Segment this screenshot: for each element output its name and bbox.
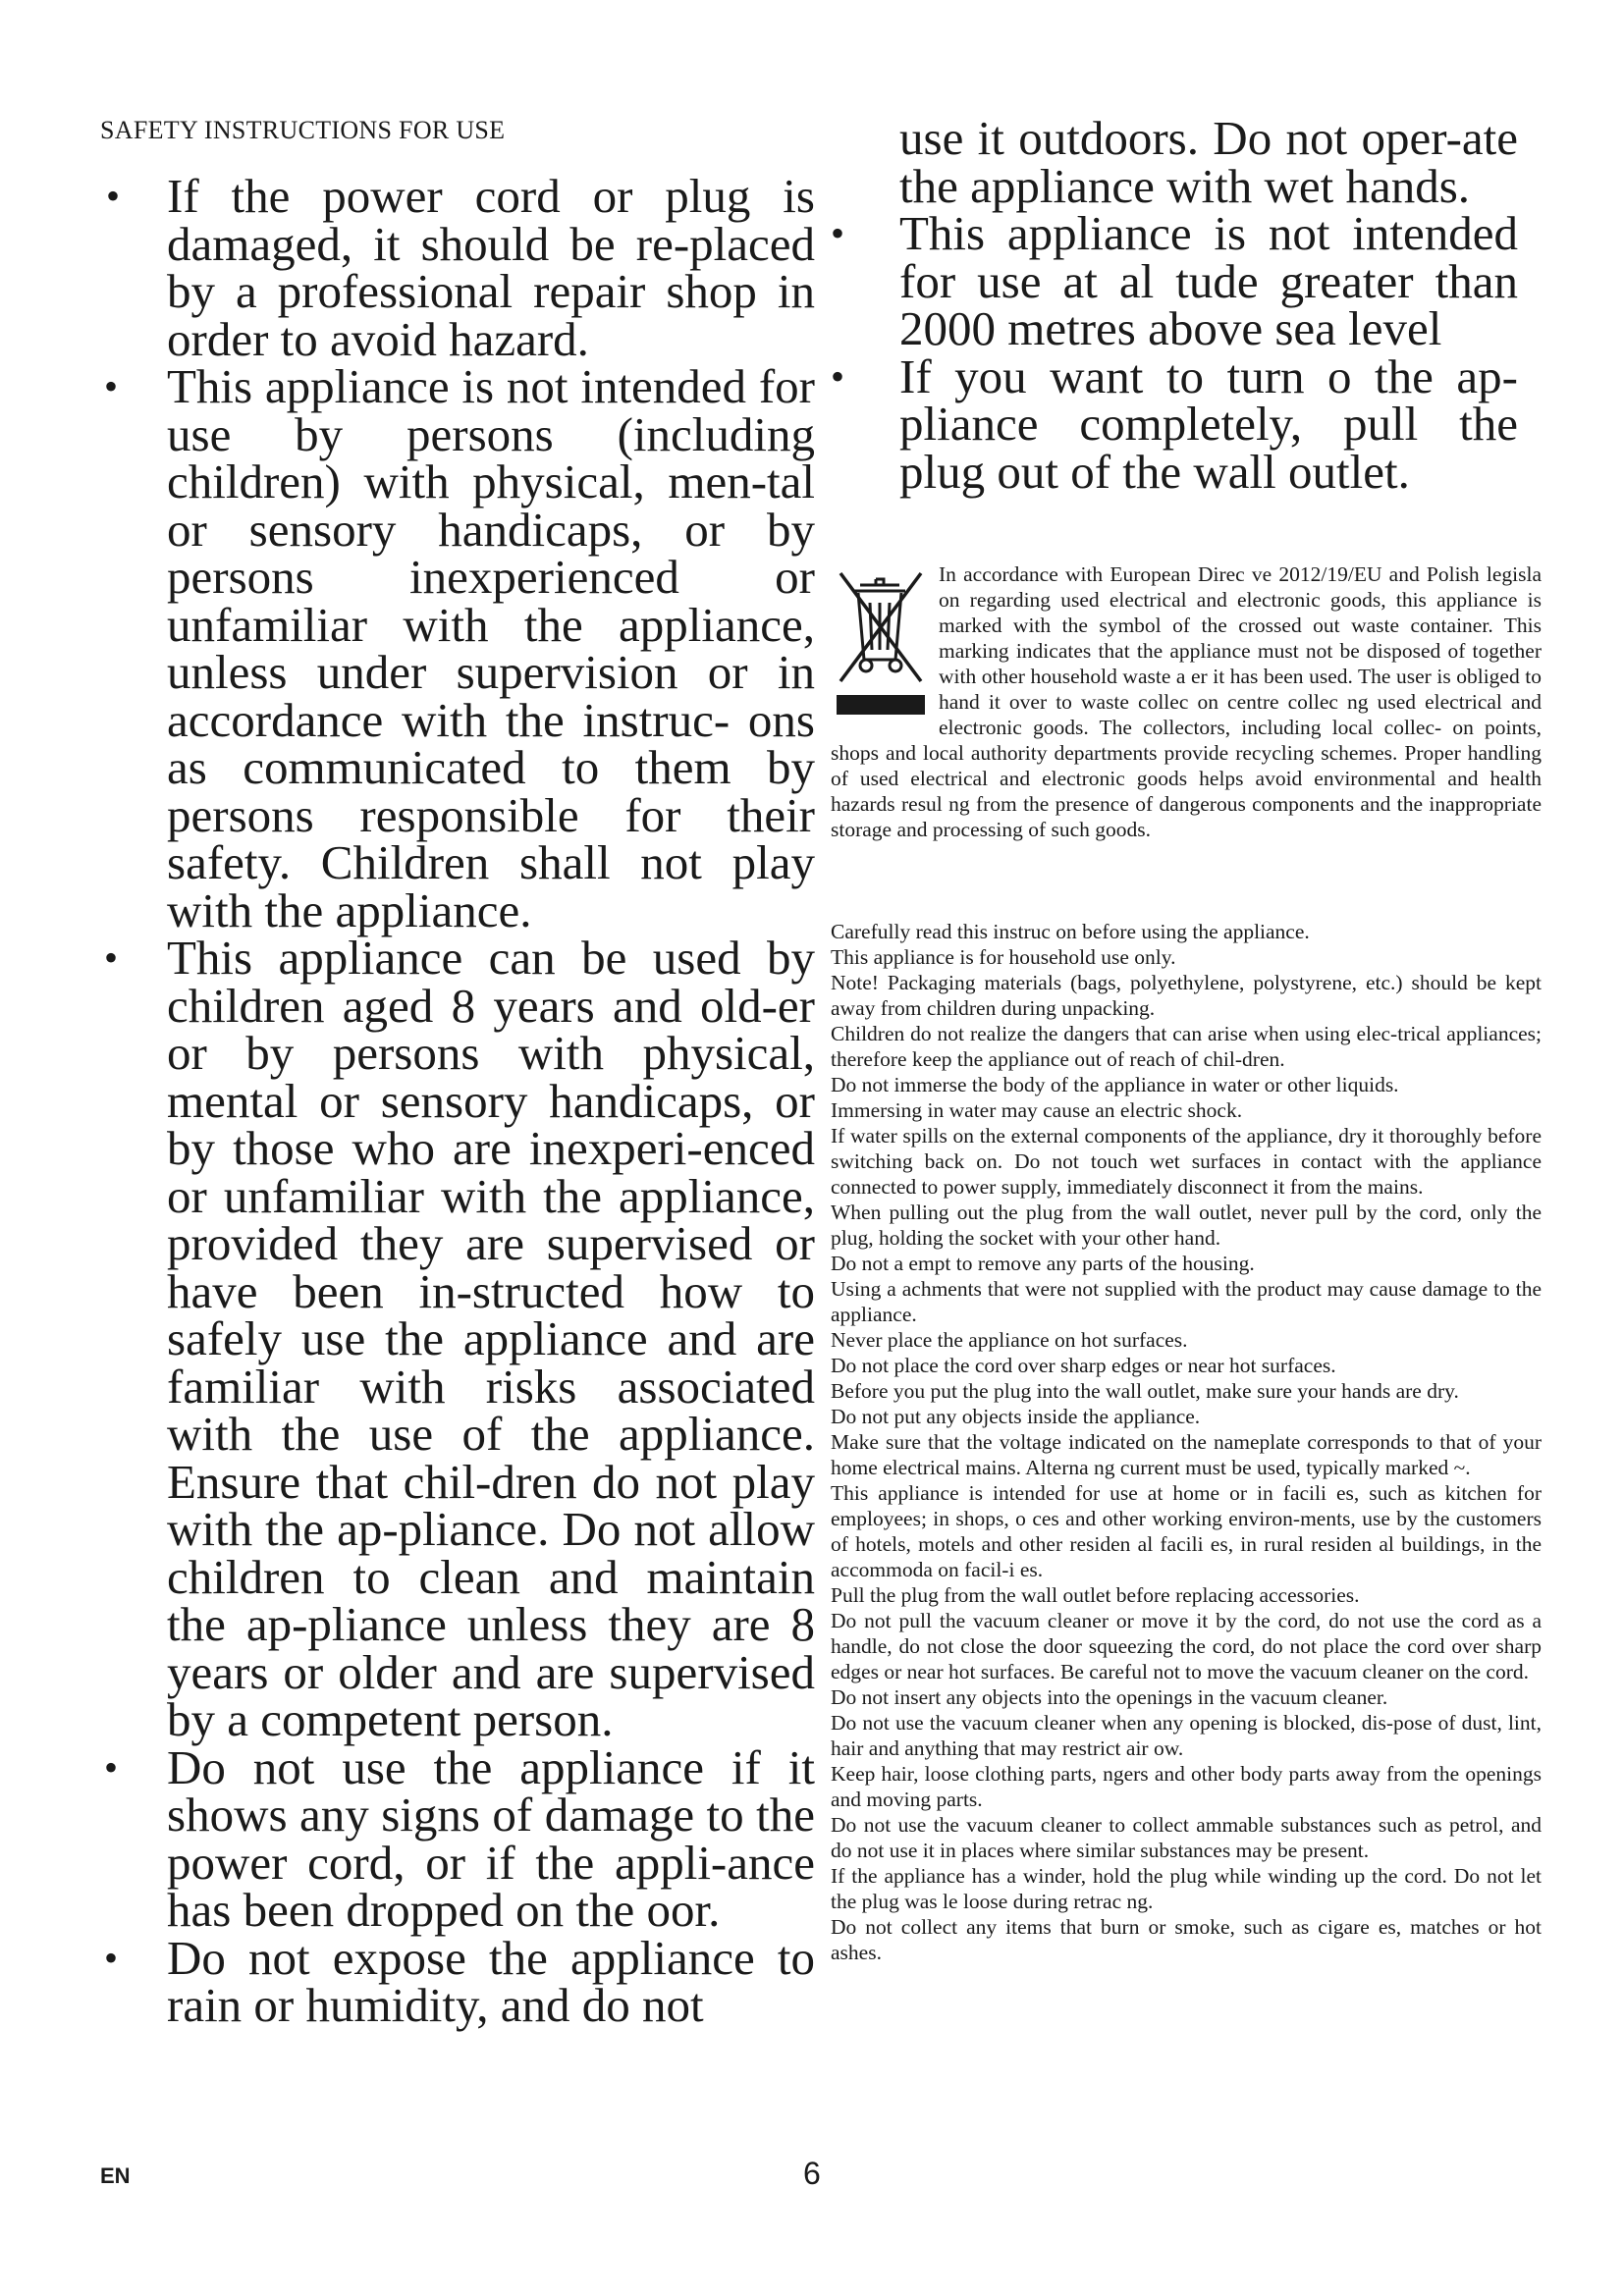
weee-text: In accordance with European Direc ve 2012/19/EU and Polish legisla on regarding used electrical and electronic goods, this appliance is marked with the symbol of the crossed out waste container. This marking indicates that the appliance must not be disposed of together with other household waste a er it has been used. The user is obliged to hand it over to waste collec on centre collec ng used electrical and electronic goods. The collectors, including local collec- on points, shops and local authority departments provide recycling schemes. Proper handling of used electrical and electronic goods helps avoid environmental and health hazards resul ng from the presence of dangerous components and the inappropriate storage and processing of such goods. <box>831 562 1542 841</box>
section-title: SAFETY INSTRUCTIONS FOR USE <box>100 116 506 144</box>
crossed-out-wheelie-bin-icon <box>831 563 929 719</box>
instruction-line: This appliance is for household use only. <box>831 945 1176 969</box>
instruction-line: Do not place the cord over sharp edges or near hot surfaces. <box>831 1354 1336 1377</box>
instruction-line: When pulling out the plug from the wall outlet, never pull by the cord, only the plug, holding the socket with your other hand. <box>831 1201 1542 1250</box>
instruction-line: Using a achments that were not supplied with the product may cause damage to the appliance. <box>831 1277 1542 1326</box>
bullet-dot-icon: • <box>831 353 845 399</box>
bullet-text: This appliance can be used by children aged 8 years and old-er or by persons with physical, mental or sensory handicaps, or by those who are inexperi-enced or unfamiliar with the appliance, provided they are supervised or have been in-structed how to safely use the appliance and are familiar with risks associated with the use of the appliance. Ensure that chil-dren do not play with the ap-pliance. Do not allow children to clean and maintain the ap-pliance unless they are 8 years or older and are supervised by a competent person. <box>167 931 815 1746</box>
bullet-dot-icon: • <box>104 935 119 980</box>
bullet-text: If you want to turn o the ap-pliance completely, pull the plug out of the wall outlet. <box>899 348 1518 499</box>
bullet-item <box>98 169 815 366</box>
bullet-text: Do not use the appliance if it shows any signs of damage to the power cord, or if the appli-ance has been dropped on the oor. <box>167 1739 815 1937</box>
right-column-top <box>831 111 1518 499</box>
instruction-line: Note! Packaging materials (bags, polyethylene, polystyrene, etc.) should be kept away from children during unpacking. <box>831 971 1542 1020</box>
instruction-line: Do not put any objects inside the appliance. <box>831 1405 1201 1428</box>
instruction-line: This appliance is intended for use at home or in facili es, such as kitchen for employees; in shops, o ces and other working environ-ments, use by the customers of hotels, motels and other residen al facili es, in rural residen al buildings, in the accommoda on facil-i es. <box>831 1481 1542 1581</box>
bullet-dot-icon: • <box>104 1744 119 1789</box>
instruction-line: Do not immerse the body of the appliance in water or other liquids. <box>831 1073 1399 1096</box>
instruction-line: Carefully read this instruc on before using the appliance. <box>831 920 1310 943</box>
bullet-text: If the power cord or plug is damaged, it should be re-placed by a professional repair shop in order to avoid hazard. <box>167 169 815 366</box>
bullet-dot-icon: • <box>831 211 845 255</box>
bullet-dot-icon: • <box>106 174 121 218</box>
instruction-line: Do not use the vacuum cleaner when any opening is blocked, dis-pose of dust, lint, hair and anything that may restrict air ow. <box>831 1711 1542 1760</box>
left-column <box>98 169 815 2032</box>
bullet-dot-icon: • <box>104 364 119 408</box>
instruction-line: Never place the appliance on hot surfaces. <box>831 1328 1188 1352</box>
instruction-line: Make sure that the voltage indicated on the nameplate corresponds to that of your home electrical mains. Alterna ng current must be used, typically marked ~. <box>831 1430 1542 1479</box>
instruction-line: If water spills on the external components of the appliance, dry it thoroughly before switching back on. Do not touch wet surfaces in contact with the appliance connected to power supply, immediately disconnect it from the mains. <box>831 1124 1542 1199</box>
language-code: EN <box>100 2163 131 2188</box>
instruction-line: Do not collect any items that burn or smoke, such as cigare es, matches or hot ashes. <box>831 1915 1542 1964</box>
instruction-line: If the appliance has a winder, hold the plug while winding up the cord. Do not let the plug was le loose during retrac ng. <box>831 1864 1542 1913</box>
bullet-item <box>831 348 1518 499</box>
bullet-text: This appliance is not intended for use at al tude greater than 2000 metres above sea level <box>899 206 1518 355</box>
instruction-line: Do not insert any objects into the openings in the vacuum cleaner. <box>831 1685 1388 1709</box>
bullet-item <box>98 931 815 1746</box>
instruction-line: Do not use the vacuum cleaner to collect ammable substances such as petrol, and do not use it in places where similar substances may be present. <box>831 1813 1542 1862</box>
instruction-line: Before you put the plug into the wall outlet, make sure your hands are dry. <box>831 1379 1459 1403</box>
bullet-continuation: use it outdoors. Do not oper-ate the appliance with wet hands. <box>899 111 1518 213</box>
instruction-line: Keep hair, loose clothing parts, ngers and other body parts away from the openings and moving parts. <box>831 1762 1542 1811</box>
bullet-text: Do not expose the appliance to rain or humidity, and do not <box>167 1930 815 2032</box>
bullet-text: This appliance is not intended for use by persons (including children) with physical, men-tal or sensory handicaps, or by persons inexperienced or unfamiliar with the appliance, unless under supervision or in accordance with the instruc- ons as communicated to them by persons responsible for their safety. Children shall not play with the appliance. <box>167 359 815 937</box>
bullet-item <box>98 359 815 937</box>
bullet-item <box>98 1930 815 2032</box>
instruction-line: Immersing in water may cause an electric shock. <box>831 1098 1243 1122</box>
page-number: 6 <box>803 2156 821 2191</box>
bullet-item <box>831 206 1518 355</box>
bullet-dot-icon: • <box>104 1935 119 1980</box>
instruction-line: Do not pull the vacuum cleaner or move it by the cord, do not use the cord as a handle, do not close the door squeezing the cord, do not place the cord over sharp edges or near hot surfaces. Be careful not to move the vacuum cleaner on the cord. <box>831 1609 1542 1683</box>
instruction-line: Pull the plug from the wall outlet before replacing accessories. <box>831 1583 1360 1607</box>
safety-instructions-list <box>831 919 1542 1965</box>
weee-disposal-notice <box>831 561 1542 842</box>
instruction-line: Children do not realize the dangers that can arise when using elec-trical appliances; therefore keep the appliance out of reach of chil-dren. <box>831 1022 1542 1071</box>
bullet-item <box>98 1739 815 1937</box>
instruction-line: Do not a empt to remove any parts of the housing. <box>831 1252 1255 1275</box>
